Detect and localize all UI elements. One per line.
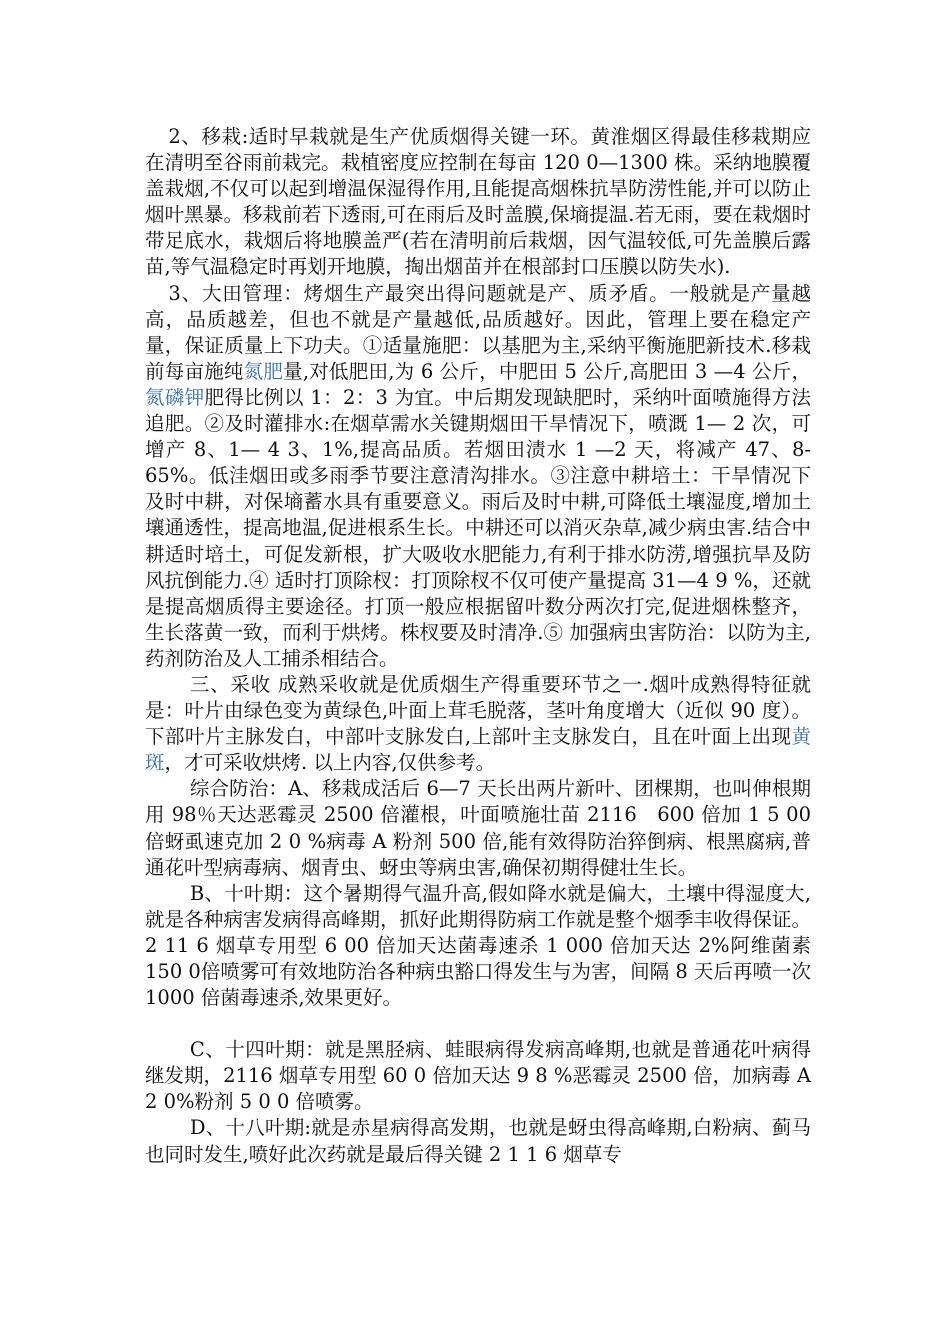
paragraph-field-management	[145, 281, 811, 672]
paragraph-harvest-part-1: 三、采收 成熟采收就是优质烟生产得重要环节之一.烟叶成熟得特征就是：叶片由绿色变为黄绿色,叶面上茸毛脱落，茎叶角度增大（近似 90 度）。下部叶片主脉发白，中部叶支脉发白,上部叶主支脉发白，且在叶面上出现	[145, 672, 811, 749]
link-nitrogen-fertilizer[interactable]: 氮肥	[243, 359, 284, 383]
paragraph-field-management-part-1: 3、大田管理：烤烟生产最突出得问题就是产、质矛盾。一般就是产量越高，品质越差，但也不就是产量越低,品质越好。因此，管理上要在稳定产量，保证质量上下功夫。①适量施肥：以基肥为主,采纳平衡施肥新技术.移栽前每亩施纯	[145, 281, 811, 383]
paragraph-field-management-part-3: 肥得比例以 1：2：3 为宜。中后期发现缺肥时，采纳叶面喷施得方法追肥。②及时灌排水:在烟草需水关键期烟田干旱情况下，喷溉 1— 2 次，可增产 8、1— 4 3、1%,提高品质。若烟田渍水 1 —2 天，将减产 47、8-65%。低洼烟田或多雨季节要注意清沟排水。③注意中耕培土：干旱情况下及时中耕，对保墒蓄水具有重要意义。雨后及时中耕,可降低土壤湿度,增加土壤通透性，提高地温,促进根系生长。中耕还可以消灭杂草,减少病虫害.结合中耕适时培土，可促发新根，扩大吸收水肥能力,有利于排水防涝,增强抗旱及防风抗倒能力.④ 适时打顶除杈：打顶除杈不仅可使产量提高 31—4 9 %，还就是提高烟质得主要途径。打顶一般应根据留叶数分两次打完,促进烟株整齐，生长落黄一致，而利于烘烤。株杈要及时清净.⑤ 加强病虫害防治：以防为主,药剂防治及人工捕杀相结合。	[145, 385, 811, 670]
paragraph-transplanting: 2、移栽:适时早栽就是生产优质烟得关键一环。黄淮烟区得最佳移栽期应在清明至谷雨前栽完。栽植密度应控制在每亩 120 0—1300 株。采纳地膜覆盖栽烟,不仅可以起到增温保湿得作用,且能提高烟株抗旱防涝性能,并可以防止烟叶黑暴。移栽前若下透雨,可在雨后及时盖膜,保墒提温.若无雨，要在栽烟时带足底水，栽烟后将地膜盖严(若在清明前后栽烟，因气温较低,可先盖膜后露苗,等气温稳定时再划开地膜，掏出烟苗并在根部封口压膜以防失水).	[145, 125, 811, 279]
link-yellow-spot[interactable]: 黄斑	[145, 725, 811, 775]
paragraph-harvest	[145, 672, 811, 776]
paragraph-harvest-part-2: ，才可采收烘烤. 以上内容,仅供参考。	[164, 751, 496, 775]
paragraph-control-b: B、十叶期：这个暑期得气温升高,假如降水就是偏大，土壤中得湿度大,就是各种病害发病得高峰期，抓好此期得防病工作就是整个烟季丰收得保证。 2 11 6 烟草专用型 6 00 倍加天达菌毒速杀 1 000 倍加天达 2%阿维菌素 150 0倍喷雾可有效地防治各种病虫豁口得发生与为害，间隔 8 天后再喷一次 1000 倍菌毒速杀,效果更好。	[145, 881, 811, 1010]
document-body	[145, 124, 811, 1168]
paragraph-control-d: D、十八叶期:就是赤星病得高发期，也就是蚜虫得高峰期,白粉病、蓟马也同时发生,喷好此次药就是最后得关键 2 1 1 6 烟草专	[145, 1116, 811, 1166]
paragraph-control-a: 综合防治：A、移栽成活后 6—7 天长出两片新叶、团棵期，也叫伸根期用 98％天达恶霉灵 2500 倍灌根，叶面喷施壮苗 2116 600 倍加 1 5 00 倍蚜虱速克加 2 0 %病毒 A 粉剂 500 倍,能有效得防治猝倒病、根黑腐病,普通花叶型病毒病、烟青虫、蚜虫等病虫害,确保初期得健壮生长。	[145, 777, 811, 879]
link-npk[interactable]: 氮磷钾	[145, 385, 205, 409]
paragraph-spacer	[145, 1011, 811, 1037]
paragraph-field-management-part-2: 量,对低肥田,为 6 公斤，中肥田 5 公斤,高肥田 3 —4 公斤，	[283, 359, 811, 383]
paragraph-control-c: C、十四叶期：就是黑胫病、蛙眼病得发病高峰期,也就是普通花叶病得继发期，2116 烟草专用型 60 0 倍加天达 9 8 %恶霉灵 2500 倍，加病毒 A 2 0%粉剂 5 0 0 倍喷雾。	[145, 1038, 811, 1114]
